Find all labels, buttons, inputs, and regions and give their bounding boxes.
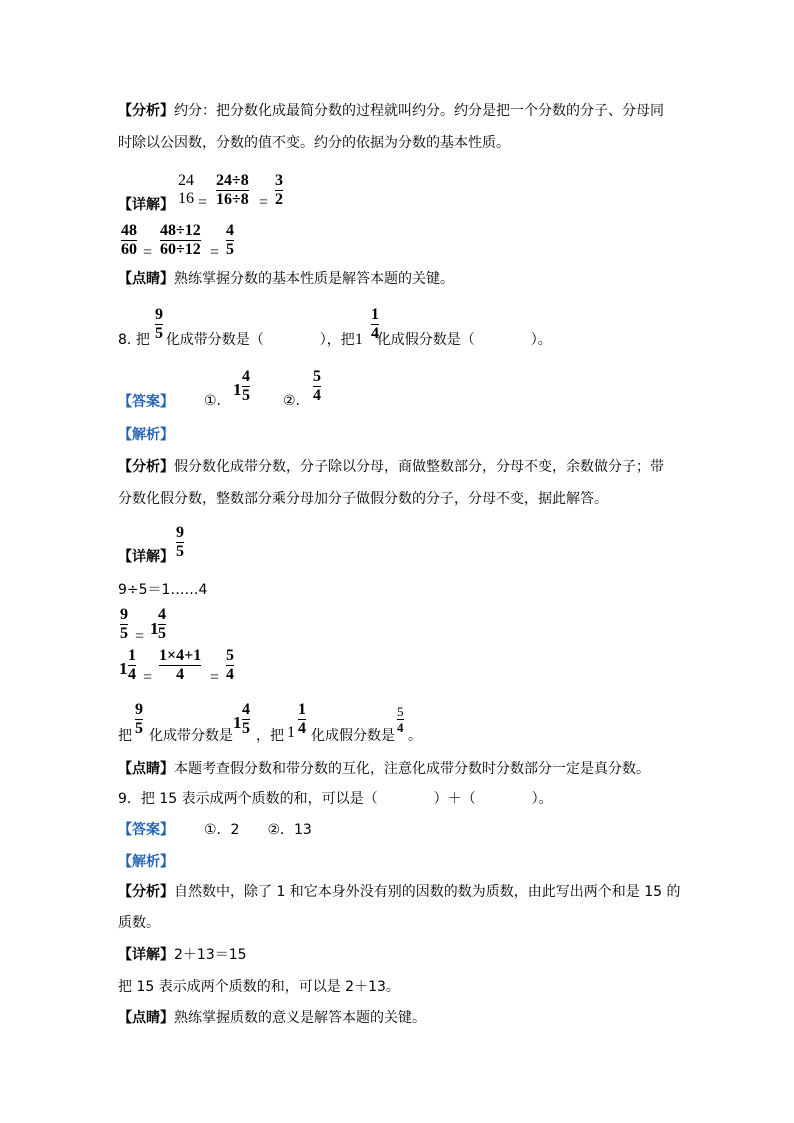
- detail-label-text: 【详解】: [118, 197, 174, 213]
- answer-label: 【答案】: [118, 394, 174, 410]
- denominator: 16: [178, 190, 194, 207]
- denominator: 4: [397, 720, 404, 735]
- numerator: 48÷12: [160, 222, 201, 239]
- fraction-9-5: [155, 306, 163, 343]
- numerator: 9: [155, 306, 163, 323]
- fraction-3-2: [275, 172, 283, 209]
- numerator: 1: [371, 306, 379, 323]
- fraction-24-16: [178, 172, 194, 208]
- equals-sign: =: [198, 194, 208, 211]
- analysis-label: 【分析】: [118, 884, 174, 900]
- analysis-paragraph-9: [118, 882, 681, 902]
- equals-sign: =: [143, 244, 153, 261]
- denominator: 5: [242, 720, 250, 737]
- tip-paragraph-1: [118, 269, 454, 289]
- mixed-whole: 1: [119, 659, 128, 678]
- step2-fraction-1-4: [128, 647, 136, 684]
- denominator: 5: [135, 720, 143, 737]
- equals-sign: =: [143, 669, 153, 686]
- numerator: 9: [176, 524, 184, 541]
- denominator: 60: [121, 241, 137, 258]
- question-text: 9．把 15 表示成两个质数的和，可以是（ ）＋（ ）。: [118, 791, 553, 807]
- division-line: [118, 580, 207, 600]
- denominator: 5: [226, 241, 234, 258]
- analysis-label: 【分析】: [118, 459, 174, 475]
- numerator: 3: [275, 172, 283, 189]
- analysis-paragraph-8-cont: [118, 489, 608, 509]
- numerator: 24: [178, 172, 194, 189]
- denominator: 2: [275, 191, 283, 208]
- tip-text: 熟练掌握分数的基本性质是解答本题的关键。: [174, 271, 454, 287]
- question-8: [118, 330, 552, 350]
- jiexi-label-8: [118, 425, 174, 445]
- mixed-whole: 1: [287, 724, 295, 741]
- answer-label: 【答案】: [118, 822, 174, 838]
- jiexi-label: 【解析】: [118, 427, 174, 443]
- summary-fraction-1-4: [298, 701, 306, 738]
- numerator: 9: [135, 701, 143, 718]
- answer-2-marker: ②.: [283, 393, 301, 409]
- numerator: 4: [242, 701, 250, 718]
- denominator: 4: [313, 387, 321, 404]
- fraction-1-4: [371, 306, 379, 343]
- denominator: 4: [298, 720, 306, 737]
- analysis-paragraph-1: [118, 101, 664, 121]
- denominator: 4: [128, 666, 136, 683]
- step2-fraction-5-4: [226, 647, 234, 684]
- conclusion-text: 把 15 表示成两个质数的和，可以是 2＋13。: [118, 979, 400, 995]
- numerator: 5: [397, 704, 404, 719]
- tip-paragraph-9: [118, 1008, 426, 1028]
- tip-paragraph-8: [118, 759, 650, 779]
- summary-text: 把: [118, 728, 132, 744]
- step1-fraction-9-5: [120, 606, 128, 643]
- answer-9: [118, 820, 312, 840]
- detail-label-text: 【详解】: [118, 947, 174, 963]
- summary-text: 化成带分数是: [149, 728, 233, 744]
- answer-label-8: [118, 392, 174, 412]
- mixed-whole: 1: [150, 619, 159, 638]
- numerator: 4: [226, 222, 234, 239]
- denominator: 4: [371, 325, 379, 342]
- summary-fraction-5-4: [397, 704, 404, 735]
- division-text: 9÷5＝1……4: [118, 582, 208, 598]
- mixed-whole: 1: [354, 331, 363, 348]
- numerator: 5: [313, 368, 321, 385]
- step2-fraction-calc: [159, 647, 201, 684]
- numerator: 48: [121, 222, 137, 239]
- detail-paragraph-9: [118, 945, 247, 965]
- tip-text: 本题考查假分数和带分数的互化，注意化成带分数时分数部分一定是真分数。: [174, 761, 650, 777]
- numerator: 1: [298, 701, 306, 718]
- fraction-4-5: [226, 222, 234, 259]
- equals-sign: =: [135, 628, 145, 645]
- fraction-24div8-16div8: [216, 172, 249, 209]
- question-text: 把: [135, 332, 150, 348]
- tip-label: 【点睛】: [118, 761, 174, 777]
- detail-label-text: 【详解】: [118, 549, 174, 565]
- analysis-text: 约分：把分数化成最简分数的过程就叫约分。约分是把一个分数的分子、分母同: [174, 103, 664, 119]
- summary-text: 化成假分数是: [311, 728, 395, 744]
- summary-fraction-9-5: [135, 701, 143, 738]
- fraction-48-60: [121, 222, 137, 259]
- analysis-text: 自然数中，除了 1 和它本身外没有别的因数的数为质数，由此写出两个和是 15 的: [174, 884, 681, 900]
- numerator: 1×4+1: [159, 647, 202, 664]
- denominator: 4: [226, 666, 234, 683]
- conclusion-9: [118, 977, 400, 997]
- answer-1-fraction: [242, 368, 250, 405]
- analysis-text: 假分数化成带分数，分子除以分母，商做整数部分，分母不变，余数做分子；带: [174, 459, 664, 475]
- denominator: 5: [155, 325, 163, 342]
- step1-fraction-4-5: [158, 606, 166, 643]
- equals-sign: =: [210, 669, 220, 686]
- fraction-48div12-60div12: [160, 222, 201, 259]
- jiexi-label-9: [118, 852, 174, 872]
- denominator: 5: [158, 625, 166, 642]
- equals-sign: =: [259, 194, 269, 211]
- denominator: 16÷8: [216, 191, 249, 208]
- analysis-text-cont: 分数化假分数，整数部分乘分母加分子做假分数的分子，分母不变，据此解答。: [118, 491, 608, 507]
- denominator: 5: [176, 543, 184, 560]
- denominator: 5: [120, 625, 128, 642]
- analysis-paragraph-9-cont: [118, 913, 160, 933]
- question-number: 8.: [118, 332, 132, 348]
- numerator: 5: [226, 647, 234, 664]
- answer-2-fraction: [313, 368, 321, 405]
- denominator: 4: [176, 666, 185, 683]
- answer-text: ①．2 ②．13: [204, 822, 312, 838]
- numerator: 24÷8: [216, 172, 249, 189]
- detail-label: [118, 195, 174, 215]
- question-text: 化成带分数是（ ），把: [165, 332, 355, 348]
- summary-fraction-4-5: [242, 701, 250, 738]
- analysis-paragraph-1-cont: [118, 133, 510, 153]
- equals-sign: =: [210, 244, 220, 261]
- summary-text: ，把: [256, 728, 284, 744]
- mixed-whole: 1: [233, 713, 242, 732]
- analysis-label: 【分析】: [118, 103, 174, 119]
- analysis-paragraph-8: [118, 457, 664, 477]
- answer-1-whole: 1: [233, 380, 242, 399]
- denominator: 5: [242, 387, 250, 404]
- tip-label: 【点睛】: [118, 271, 174, 287]
- analysis-text-cont: 时除以公因数，分数的值不变。约分的依据为分数的基本性质。: [118, 135, 510, 151]
- answer-1-marker: ①.: [204, 393, 222, 409]
- detail-text: 2＋13＝15: [174, 947, 247, 963]
- analysis-text-cont: 质数。: [118, 915, 160, 931]
- tip-text: 熟练掌握质数的意义是解答本题的关键。: [174, 1010, 426, 1026]
- tip-label: 【点睛】: [118, 1010, 174, 1026]
- jiexi-label: 【解析】: [118, 854, 174, 870]
- detail-fraction-9-5: [176, 524, 184, 561]
- summary-text: 。: [408, 728, 422, 744]
- detail-label-8: [118, 547, 174, 567]
- numerator: 4: [242, 368, 250, 385]
- numerator: 9: [120, 606, 128, 623]
- question-text: 化成假分数是（ ）。: [376, 332, 552, 348]
- denominator: 60÷12: [160, 241, 201, 258]
- question-9: [118, 789, 553, 809]
- numerator: 1: [128, 647, 136, 664]
- numerator: 4: [158, 606, 166, 623]
